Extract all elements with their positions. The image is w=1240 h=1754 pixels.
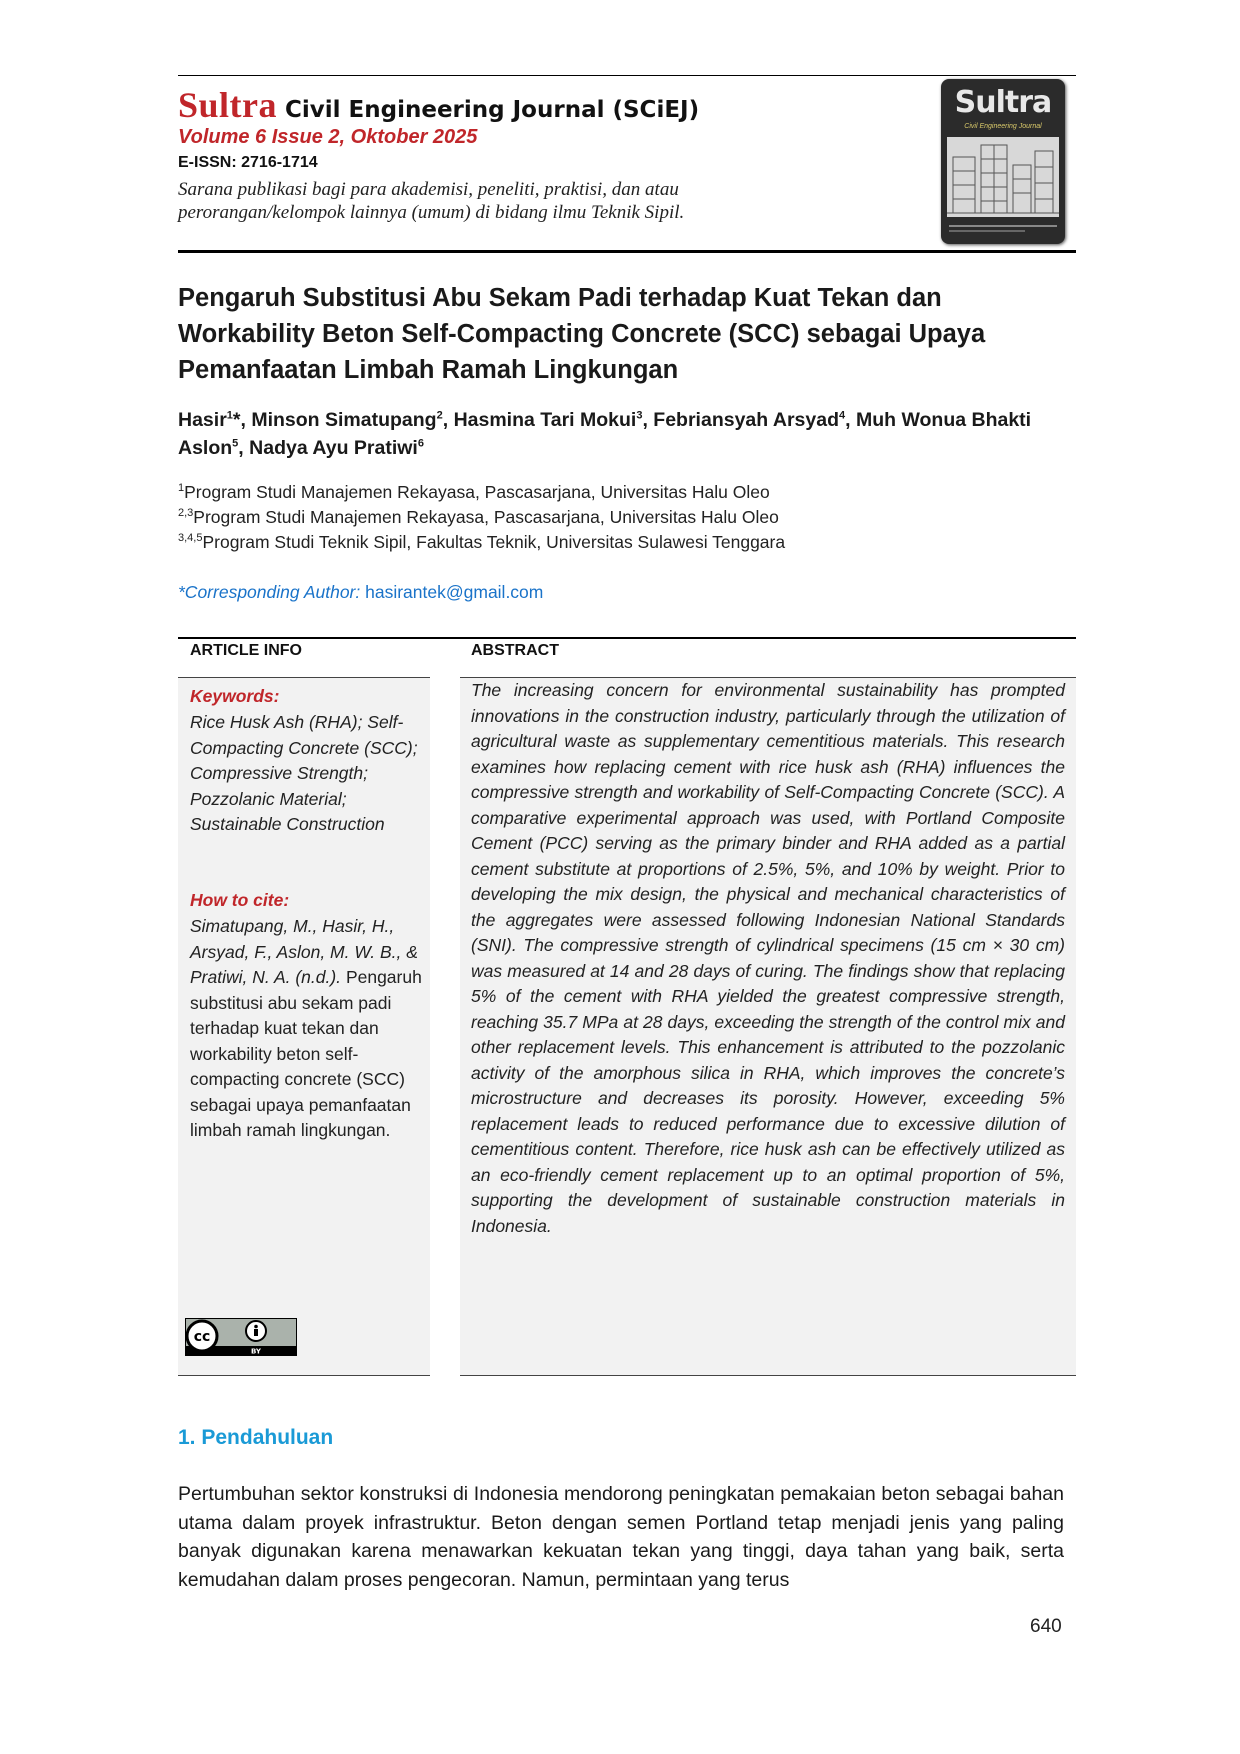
affiliation-3: $^{3,4,5}$Program Studi Teknik Sipil, Fakultas Teknik, Universitas Sulawesi Tenggara [178,532,786,552]
affiliation-1: $^1$Program Studi Manajemen Rekayasa, Pascasarjana, Universitas Halu Oleo [178,482,770,502]
abstract-heading: ABSTRACT [471,642,559,659]
journal-issn: E-ISSN: 2716-1714 [178,154,318,171]
journal-volume: Volume 6 Issue 2, Oktober 2025 [178,126,478,148]
author-3: Hasmina Tari Mokui$^3$, [453,409,654,431]
journal-brand: Sultra [178,85,278,125]
page-number: 640 [1030,1616,1062,1637]
citation-text [190,914,422,1144]
article-title: Pengaruh Substitusi Abu Sekam Padi terhadap Kuat Tekan dan Workability Beton Self-Compacting Concrete (SCC) sebagai Upaya Pemanfaatan Limbah Ramah Lingkungan [178,284,986,384]
cover-building-illustration [947,137,1059,217]
keywords-text: Rice Husk Ash (RHA); Self-Compacting Concrete (SCC); Compressive Strength; Pozzolanic Material; Sustainable Construction [190,712,418,834]
how-to-cite-heading: How to cite: [190,890,290,910]
journal-name-rest: Civil Engineering Journal (SCiEJ) [285,97,700,123]
corresponding-email-link[interactable]: hasirantek@gmail.com [365,582,544,602]
body-paragraph: Pertumbuhan sektor konstruksi di Indonesia mendorong peningkatan pemakaian beton sebagai bahan utama dalam proyek infrastruktur. Beton dengan semen Portland tetap menjadi jenis yang paling banyak digunakan karena menawarkan kekuatan tekan yang tinggi, daya tahan yang baik, serta kemudahan dalam proses pengecoran. Namun, permintaan yang terus [178,1483,1064,1591]
cover-footer-decoration [949,225,1057,232]
header-bottom-rule [178,250,1076,253]
cover-title: Sultra [954,85,1052,120]
cover-subtitle: Civil Engineering Journal [964,123,1042,130]
author-4: Febriansyah Arsyad$^4$, [653,409,856,431]
section-heading-introduction: 1. Pendahuluan [178,1426,334,1449]
header-top-rule [178,75,1076,76]
journal-description: Sarana publikasi bagi para akademisi, peneliti, praktisi, dan atau perorangan/kelompok lainnya (umum) di bidang ilmu Teknik Sipil. [178,179,685,223]
author-2: Minson Simatupang$^2$, [251,409,454,431]
citation-authors: Simatupang, M., Hasir, H., Arsyad, F., Aslon, M. W. B., & Pratiwi, N. A. (n.d.). [190,916,418,987]
affiliation-2: $^{2,3}$Program Studi Manajemen Rekayasa, Pascasarjana, Universitas Halu Oleo [178,507,779,527]
article-info-heading: ARTICLE INFO [190,642,302,659]
author-6: Nadya Ayu Pratiwi$^6$ [249,437,424,459]
svg-text:cc: cc [193,1329,211,1345]
citation-title: Pengaruh substitusi abu sekam padi terhadap kuat tekan dan workability beton self-compacting concrete (SCC) sebagai upaya pemanfaatan limbah ramah lingkungan. [190,967,422,1140]
journal-name [178,84,699,126]
corresponding-label: *Corresponding Author: [178,582,361,602]
cc-by-license-icon[interactable] [185,1318,297,1356]
info-top-rule [178,637,1076,639]
author-1: Hasir$^1$*, [178,409,252,431]
abstract-text: The increasing concern for environmental sustainability has prompted innovations in the construction industry, particularly through the utilization of agricultural waste as supplementary cementitious materials. This research examines how replacing cement with rice husk ash (RHA) influences the compressive strength and workability of Self-Compacting Concrete (SCC). A comparative experimental approach was used, with Portland Composite Cement (PCC) serving as the primary binder and RHA added as a partial cement substitute at proportions of 2.5%, 5%, and 10% by weight. Prior to developing the mix design, the physical and mechanical characteristics of the aggregates were assessed following Indonesian National Standards (SNI). The compressive strength of cylindrical specimens (15 cm × 30 cm) was measured at 14 and 28 days of curing. The findings show that replacing 5% of the cement with RHA yielded the greatest compressive strength, reaching 35.7 MPa at 28 days, exceeding the strength of the control mix and other replacement levels. This enhancement is attributed to the pozzolanic activity of the amorphous silica in RHA, which improves the concrete’s microstructure and decreases its porosity. However, exceeding 5% replacement leads to reduced performance due to excessive dilution of cementitious content. Therefore, rice husk ash can be effectively utilized as an eco-friendly cement replacement up to an optimal proportion of 5%, supporting the development of sustainable construction materials in Indonesia. [471,680,1065,1236]
journal-cover-image [941,79,1065,244]
author-list [178,406,1058,462]
keywords-heading: Keywords: [190,686,280,706]
corresponding-author [178,582,543,603]
author-5: Muh Wonua Bhakti Aslon$^5$, [178,409,1032,459]
cc-badge-label: BY [250,1347,262,1356]
